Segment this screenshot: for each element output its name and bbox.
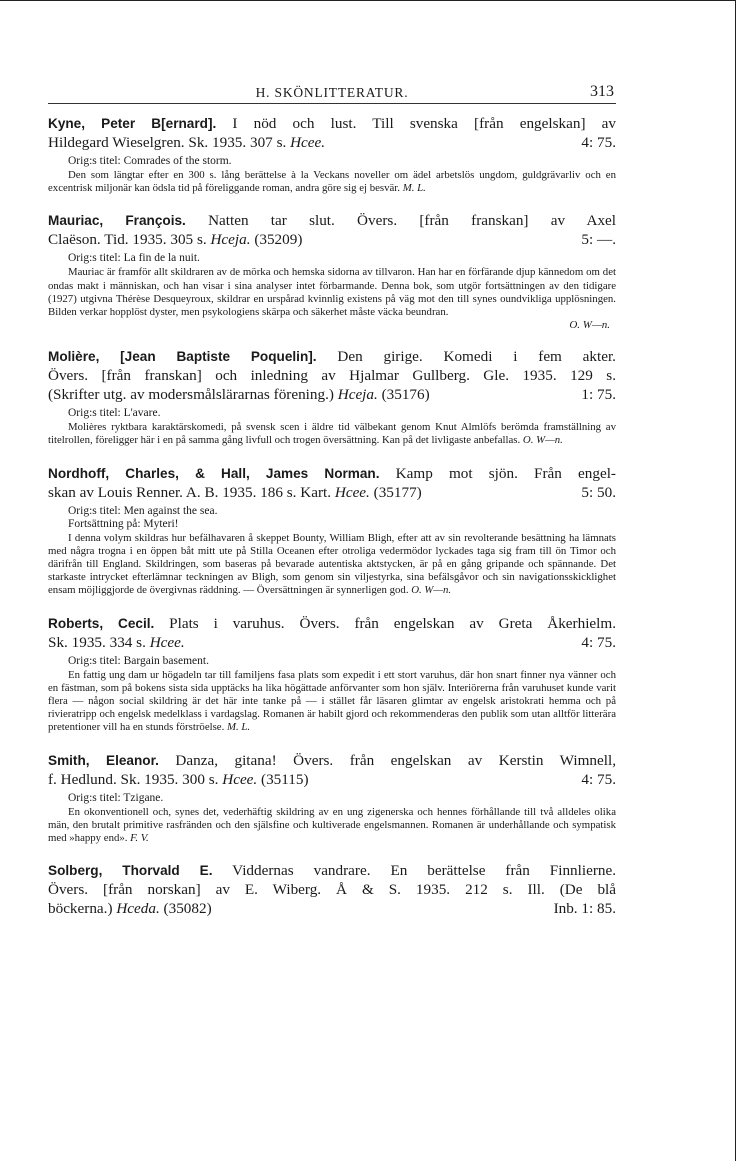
bibliography-entry [48,347,616,447]
entry-author: Solberg, Thorvald E. [48,863,213,879]
citation: Molière, [Jean Baptiste Poquelin]. Den girige. Komedi i fem akter. [48,348,616,366]
bibliography-entry [48,614,616,735]
annotation: I denna volym skildras hur befälhavaren å skeppet Bounty, William Bligh, efter att av sin revolterande besättning ha lämnats med några trogna i en öppen båt mitt ute på Stilla Oceanen efter otroliga vedermödor lyckades taga sig fram till ön Timor och därifrån till England. Skildringen, som baseras på bevarade autentiska aktstycken, är på en gång gripande och spännande. Det starkaste intrycket efterlämnar teckningen av Bligh, som genom sin viljestyrka, sina befälsgåvor och sin navigationsskicklighet ensam möjliggjorde de övergivnas räddning. — Översättningen är synnerligen god. O. W—n. [48,531,616,597]
accession-number: (35082) [163,900,212,918]
reviewer-signature: O. W—n. [411,584,452,597]
original-title: Orig:s titel: Bargain basement. [68,654,209,667]
citation-line: f. Hedlund. Sk. 1935. 300 s. Hcee. (35115) 4: 75. [48,770,616,788]
bibliography-entry [48,464,616,598]
entry-author: Nordhoff, Charles, & Hall, James Norman. [48,465,380,481]
publisher-code: Hceja. [337,386,378,404]
price: 4: 75. [581,633,616,651]
reviewer-signature: M. L. [402,182,426,195]
citation-line: böckerna.) Hceda. (35082) Inb. 1: 85. [48,900,616,918]
publisher-code: Hceda. [116,900,160,918]
original-title: Orig:s titel: Men against the sea. Fortsättning på: Myteri! [68,504,218,530]
citation: Solberg, Thorvald E. Viddernas vandrare. En berättelse från Finnlierne. [48,862,617,880]
publisher-code: Hcee. [334,483,370,501]
annotation: Den som längtar efter en 300 s. lång berättelse à la Veckans noveller om ädel arbetslös ungdom, guldgrävarliv och en excentrisk miljonär kan ödsla tid på föreliggande roman, andra göre sig ej besvär. M. L. [48,169,616,195]
accession-number: (35115) [261,770,309,788]
bibliography-entry [48,114,616,195]
price: 4: 75. [581,770,616,788]
page-number: 313 [590,83,614,100]
reviewer-signature: M. L. [227,721,251,734]
price: 5: 50. [581,483,616,501]
citation: Roberts, Cecil. Plats i varuhus. Övers. från engelskan av Greta Åkerhielm. [48,614,616,632]
entry-author: Molière, [Jean Baptiste Poquelin]. [48,349,317,365]
citation-line: (Skrifter utg. av modersmålslärarnas förening.) Hceja. (35176) 1: 75. [48,386,616,404]
accession-number: (35177) [373,483,422,501]
publisher-code: Hceja. [210,231,251,249]
citation-line: Hildegard Wieselgren. Sk. 1935. 307 s. Hcee. 4: 75. [48,134,616,151]
reviewer-signature: O. W—n. [522,434,563,447]
entry-author: Kyne, Peter B[ernard]. [48,116,217,131]
citation: Smith, Eleanor. Danza, gitana! Övers. från engelskan av Kerstin Wimnell, [48,751,616,769]
section-title: H. SKÖNLITTERATUR. [255,85,409,100]
running-header [48,84,616,106]
original-title: Orig:s titel: Tzigane. [68,791,164,804]
citation-line: skan av Louis Renner. A. B. 1935. 186 s. Kart. Hcee. (35177) 5: 50. [48,483,616,501]
price: 1: 75. [581,386,616,404]
document-page [48,84,616,934]
annotation: En okonventionell och, synes det, vederhäftig skildring av en ung zigenerska och hennes förhållande till två alldeles olika män, den brutalt primitive rasfränden och den själsfine och kultiverade engelsmannen. Romanen är underhållande och sympatisk med »happy end». F. V. [48,805,616,845]
entry-author: Roberts, Cecil. [48,615,155,631]
citation-line: Sk. 1935. 334 s. Hcee. 4: 75. [48,633,616,651]
header-rule [48,103,616,104]
bibliography-entry [48,211,616,331]
annotation: Molières ryktbara karaktärskomedi, på svensk scen i äldre tid välbekant genom Knut Almlöfs berömda framställning av titelrollen, föreligger här i en på samma gång livfull och trogen översättning. Kan på det livligaste anbefallas. O. W—n. [48,421,616,447]
bibliography-entry [48,861,616,918]
annotation: Mauriac är framför allt skildraren av de mörka och hemska sidorna av tillvaron. Han har en förfärande djup kännedom om det ondas makt i människan, och han visar i sina analyser intet förbarmande. Denna bok, som utgör fortsättningen av den tidigare (1927) utgivna Thérèse Desqueyroux, skildrar en urspårad kvinnlig existens på väg mot den till synes oundvikliga upplösningen. Bilden verkar hopplöst dyster, men psykologiens skärpa och säkerhet måste väcka beundran. [48,266,616,319]
price: 4: 75. [581,134,616,151]
citation-line: Övers. [från franskan] och inledning av Hjalmar Gullberg. Gle. 1935. 129 s. [48,367,616,385]
scan-top-edge [0,0,736,1]
publisher-code: Hcee. [222,770,258,788]
reviewer-signature: O. W—n. [569,319,610,332]
citation: Mauriac, François. Natten tar slut. Övers. [från franskan] av Axel [48,212,616,230]
citation: Nordhoff, Charles, & Hall, James Norman. Kamp mot sjön. Från engel- [48,464,616,482]
citation: Kyne, Peter B[ernard]. I nöd och lust. Till svenska [från engelskan] av [48,115,616,132]
original-title: Orig:s titel: La fin de la nuit. [68,252,200,265]
entry-author: Mauriac, François. [48,213,186,229]
citation-line: Claëson. Tid. 1935. 305 s. Hceja. (35209) 5: —. [48,231,616,249]
publisher-code: Hcee. [149,633,185,651]
original-title: Orig:s titel: L'avare. [68,407,161,420]
citation-line: Övers. [från norskan] av E. Wiberg. Å & S. 1935. 212 s. Ill. (De blå [48,881,616,899]
bibliography-entry [48,751,616,846]
accession-number: (35209) [254,231,303,249]
accession-number: (35176) [381,386,430,404]
reviewer-signature: F. V. [130,832,149,845]
price: Inb. 1: 85. [553,900,616,918]
annotation: En fattig ung dam ur högadeln tar till familjens fasa plats som expedit i ett stort varuhus, där hon snart finner nya vänner och en fästman, som på bokens sista sida upptäcks ha lika högättade anförvanter som hon själv. Interiörerna från varuhuset kunde varit flera — någon social skildring är det här inte tanke på — i stället får läsaren glimtar av engelsk aristokrati hemma och på rivieratripp och engelsk medelklass i vardagslag. Romanen är habilt gjord och rekommenderas den publik som utan alltför litterära pretentioner vill ha en stunds förströelse. M. L. [48,668,616,734]
original-title: Orig:s titel: Comrades of the storm. [68,155,232,167]
publisher-code: Hcee. [290,134,326,151]
price: 5: —. [581,231,616,249]
entry-author: Smith, Eleanor. [48,752,159,768]
